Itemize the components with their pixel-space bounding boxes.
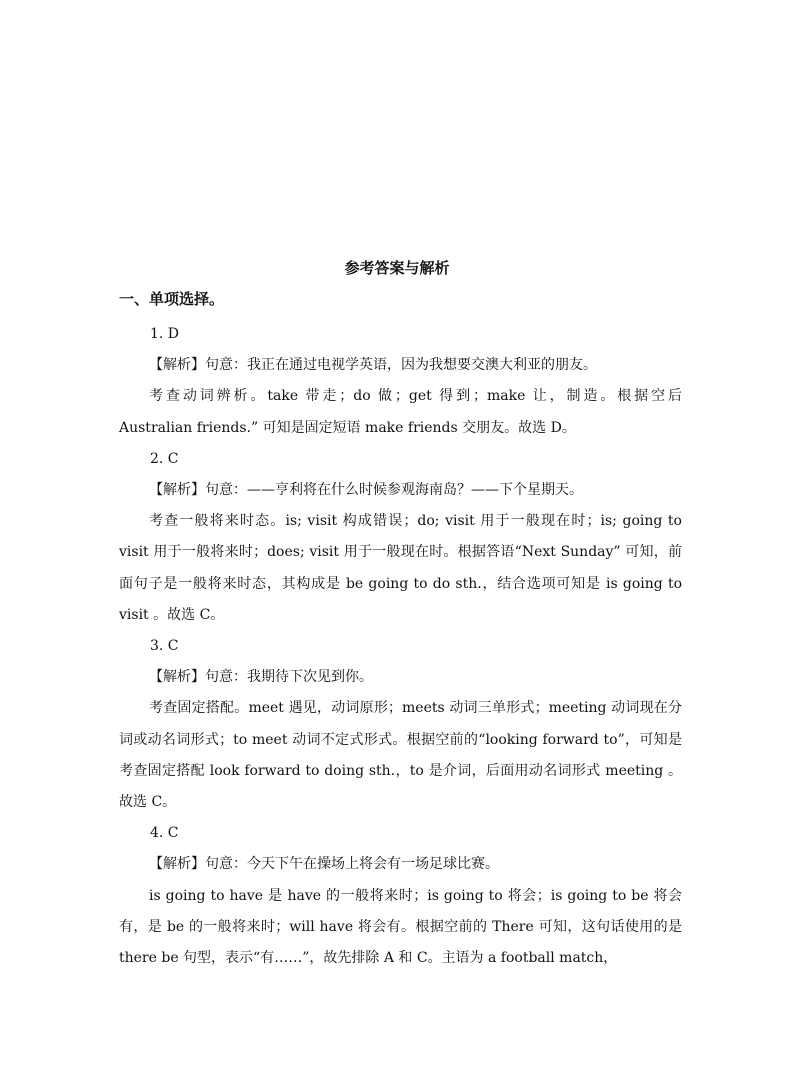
answer-meaning: 【解析】句意：——亨利将在什么时候参观海南岛？——下个星期天。 [149, 482, 583, 499]
answer-item-4 [119, 818, 682, 974]
answer-meaning: 【解析】句意：我期待下次见到你。 [149, 669, 373, 686]
answer-item-3 [119, 631, 682, 818]
answer-number: 2. C [150, 450, 179, 467]
answer-content [119, 319, 682, 974]
answer-analysis: 考查固定搭配。meet 遇见，动词原形；meets 动词三单形式；meeting 动词现在分词或动名词形式；to meet 动词不定式形式。根据空前的“looking forward to”，可知是考查固定搭配 look forward to doing sth.，to 是介词，后面用动名词形式 meeting 。故选 C。 [119, 700, 682, 811]
page-title: 参考答案与解析 [344, 259, 450, 277]
answer-item-2 [119, 444, 682, 631]
answer-analysis: 考查一般将来时态。is; visit 构成错误；do; visit 用于一般现在时；is; going to visit 用于一般将来时；does; visit 用于一般现在时。根据答语“Next Sunday” 可知，前面句子是一般将来时态，其构成是 be going to do sth.，结合选项可知是 is going to visit 。故选 C。 [119, 513, 682, 623]
answer-item-1 [119, 319, 682, 444]
section-heading: 一、单项选择。 [119, 290, 225, 308]
answer-number: 4. C [150, 825, 179, 842]
answer-number: 1. D [150, 326, 180, 342]
answer-meaning: 【解析】句意：我正在通过电视学英语，因为我想要交澳大利亚的朋友。 [149, 357, 597, 374]
answer-analysis: 考查动词辨析。take 带走；do 做；get 得到；make 让，制造。根据空后Australian friends.” 可知是固定短语 make friends 交朋友。故选 D。 [119, 388, 682, 436]
answer-number: 3. C [150, 638, 179, 655]
answer-meaning: 【解析】句意：今天下午在操场上将会有一场足球比赛。 [149, 856, 499, 873]
answer-analysis: is going to have 是 have 的一般将来时；is going to 将会；is going to be 将会有，是 be 的一般将来时；will have 将会有。根据空前的 There 可知，这句话使用的是 there be 句型，表示“有……”，故先排除 A 和 C。主语为 a football match， [119, 887, 682, 967]
